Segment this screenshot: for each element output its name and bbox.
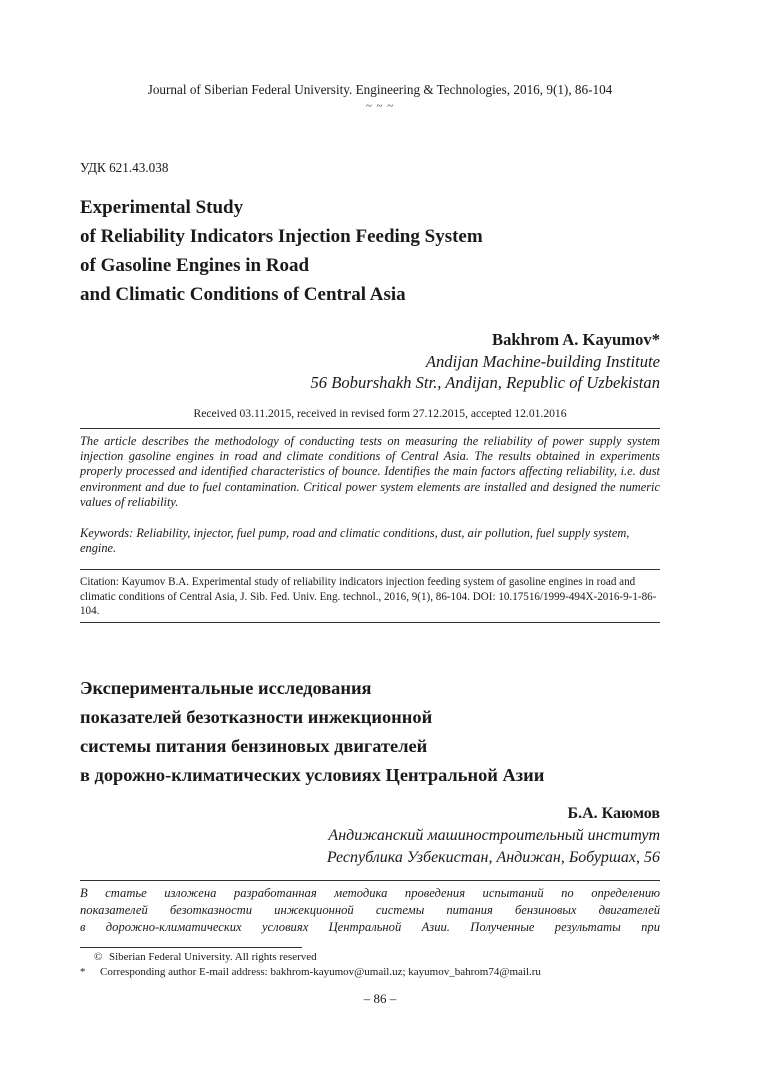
corresponding-text: Corresponding author E-mail address: bakhrom-kayumov@umail.uz; kayumov_bahrom74@mail.ru: [100, 966, 541, 978]
abstract-ru-line: в дорожно-климатических условиях Центральной Азии. Полученные результаты при: [80, 920, 660, 934]
divider: [80, 569, 660, 570]
footnotes: [80, 950, 541, 980]
title-ru-line: в дорожно-климатических условиях Центральной Азии: [80, 765, 545, 785]
author-address-en: 56 Boburshakh Str., Andijan, Republic of Uzbekistan: [310, 373, 660, 392]
divider: [80, 428, 660, 429]
page-number: – 86 –: [363, 991, 397, 1006]
footnote-copyright: [80, 950, 541, 965]
title-en-line: Experimental Study: [80, 197, 244, 218]
received-dates: Received 03.11.2015, received in revised form 27.12.2015, accepted 12.01.2016: [193, 407, 567, 420]
author-institute-ru: Андижанский машиностроительный институт: [328, 827, 660, 844]
title-ru-line: Экспериментальные исследования: [80, 678, 372, 698]
author-institute-en: Andijan Machine-building Institute: [425, 351, 660, 371]
author-name-en: Bakhrom A. Kayumov*: [492, 330, 660, 349]
title-en-line: of Reliability Indicators Injection Feeding System: [80, 226, 483, 247]
author-address-ru: Республика Узбекистан, Андижан, Бобуршах, 56: [326, 849, 660, 866]
corresponding-mark: *: [80, 966, 86, 978]
title-en-line: of Gasoline Engines in Road: [80, 255, 310, 276]
author-block-ru: [327, 803, 660, 869]
footnote-divider: [80, 947, 302, 948]
header-ornament: ~ ~ ~: [365, 100, 395, 112]
title-ru-line: системы питания бензиновых двигателей: [80, 736, 428, 756]
abstract-ru-line: В статье изложена разработанная методика проведения испытаний по определению: [80, 886, 660, 900]
title-ru-line: показателей безотказности инжекционной: [80, 707, 433, 727]
abstract-ru: [80, 885, 660, 936]
author-name-ru: Б.А. Каюмов: [567, 805, 660, 822]
copyright-text: Siberian Federal University. All rights reserved: [109, 951, 317, 963]
abstract-en: The article describes the methodology of conducting tests on measuring the reliability of power supply system injection gasoline engines in road and climate conditions of Central Asia. The results obtained in experiments properly processed and identified characteristics of bounce. Identifies the main factors affecting reliability, i.e. dust environment and due to fuel contamination. Critical power system elements are installed and designed the numeric values of reliability.: [80, 434, 660, 509]
citation: Citation: Kayumov B.A. Experimental study of reliability indicators injection feeding system of gasoline engines in road and climatic conditions of Central Asia, J. Sib. Fed. Univ. Eng. technol., 2016, 9(1), 86-104. DOI: 10.17516/1999-494X-2016-9-1-86-104.: [80, 576, 657, 617]
article-title-ru: [80, 674, 544, 790]
keywords-en: Keywords: Reliability, injector, fuel pump, road and climatic conditions, dust, air pollution, fuel supply system, engine.: [80, 526, 630, 556]
article-title-en: [80, 193, 483, 309]
journal-header: Journal of Siberian Federal University. Engineering & Technologies, 2016, 9(1), 86-104: [147, 82, 613, 97]
divider: [80, 880, 660, 881]
author-block-en: [310, 329, 660, 394]
copyright-mark: ©: [94, 951, 103, 963]
udk-code: УДК 621.43.038: [80, 160, 169, 175]
abstract-ru-line: показателей безотказности инжекционной системы питания бензиновых двигателей: [80, 903, 660, 917]
footnote-corresponding: [80, 965, 541, 980]
title-en-line: and Climatic Conditions of Central Asia: [80, 284, 406, 305]
divider: [80, 622, 660, 623]
